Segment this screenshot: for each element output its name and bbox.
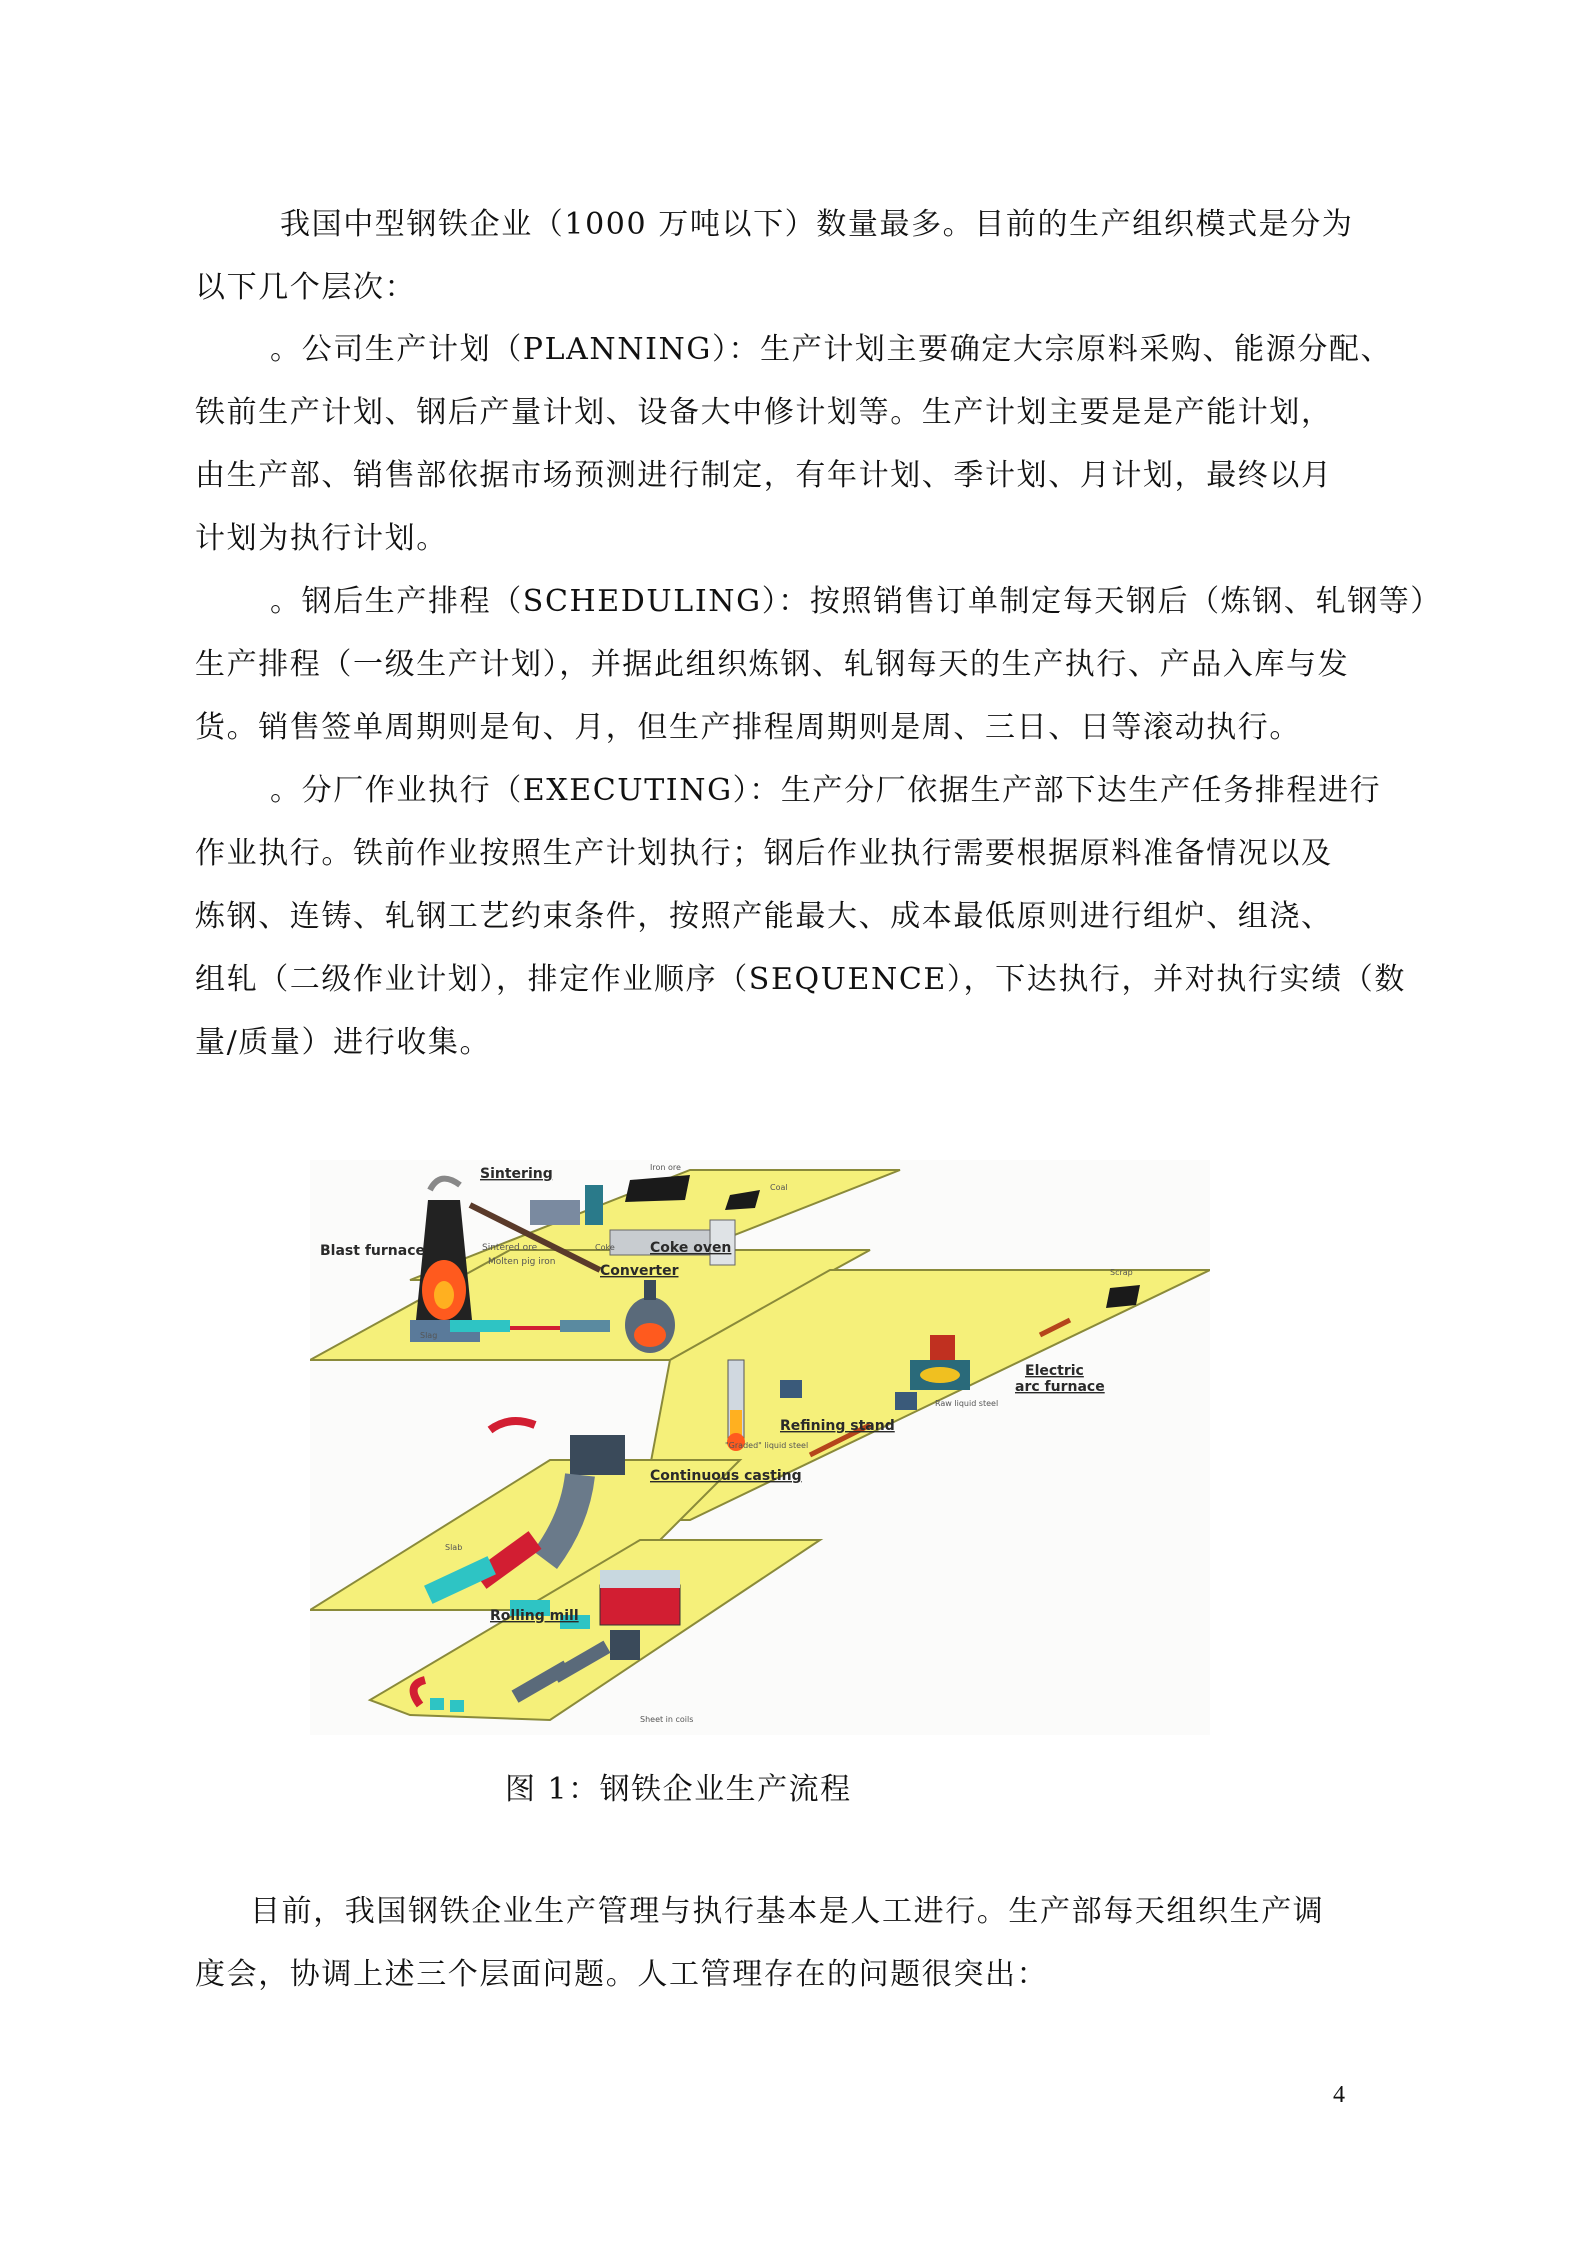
planning-line-4: 计划为执行计划。 xyxy=(195,521,448,556)
ladle-car-icon xyxy=(450,1320,510,1332)
label-slab: Slab xyxy=(445,1543,463,1552)
planning-line-2: 铁前生产计划、钢后产量计划、设备大中修计划等。生产计划主要是是产能计划， xyxy=(195,395,1333,430)
label-converter: Converter xyxy=(600,1263,679,1279)
steel-production-flow-figure xyxy=(310,1160,1210,1735)
iron-ore-pile-icon xyxy=(625,1175,690,1202)
label-raw-liquid-steel: Raw liquid steel xyxy=(935,1399,999,1408)
torpedo-car-icon xyxy=(560,1320,610,1332)
label-graded-liquid-steel: "Graded" liquid steel xyxy=(725,1441,809,1450)
executing-line-4: 组轧（二级作业计划），排定作业顺序（SEQUENCE），下达执行，并对执行实绩（数 xyxy=(195,962,1406,997)
reheating-furnace-icon xyxy=(600,1585,680,1625)
label-continuous-casting: Continuous casting xyxy=(650,1468,802,1484)
label-blast-furnace: Blast furnace xyxy=(320,1243,425,1259)
label-scrap: Scrap xyxy=(1110,1268,1133,1277)
executing-line-2: 作业执行。铁前作业按照生产计划执行；钢后作业执行需要根据原料准备情况以及 xyxy=(195,836,1333,871)
label-sintering: Sintering xyxy=(480,1166,553,1182)
label-coke: Coke xyxy=(595,1243,615,1252)
figure-caption: 图 1：钢铁企业生产流程 xyxy=(505,1772,852,1807)
executing-line-3: 炼钢、连铸、轧钢工艺约束条件，按照产能最大、成本最低原则进行组炉、组浇、 xyxy=(195,899,1333,934)
label-coal: Coal xyxy=(770,1183,788,1192)
coil-icon xyxy=(450,1700,464,1712)
scheduling-line-3: 货。销售签单周期则是旬、月，但生产排程周期则是周、三日、日等滚动执行。 xyxy=(195,710,1301,745)
planning-line-3: 由生产部、销售部依据市场预测进行制定，有年计划、季计划、月计划，最终以月 xyxy=(195,458,1333,493)
executing-line-1: 。分厂作业执行（EXECUTING）：生产分厂依据生产部下达生产任务排程进行 xyxy=(270,773,1382,808)
label-electric: Electric xyxy=(1025,1363,1084,1379)
refining-stand-icon xyxy=(727,1360,745,1451)
label-molten-pig-iron: Molten pig iron xyxy=(488,1257,556,1267)
label-iron-ore: Iron ore xyxy=(650,1163,681,1172)
paragraph-1-line-2: 以下几个层次： xyxy=(195,270,417,305)
closing-paragraph-line-1: 目前，我国钢铁企业生产管理与执行基本是人工进行。生产部每天组织生产调 xyxy=(250,1894,1325,1929)
furnace-roof-icon xyxy=(600,1570,680,1588)
page-number: 4 xyxy=(1333,2082,1345,2108)
label-coke-oven: Coke oven xyxy=(650,1240,732,1256)
label-arc-furnace: arc furnace xyxy=(1015,1379,1105,1395)
paragraph-1-line-1: 我国中型钢铁企业（1000 万吨以下）数量最多。目前的生产组织模式是分为 xyxy=(280,207,1354,242)
label-slag: Slag xyxy=(420,1331,438,1340)
scrap-pile-icon xyxy=(1106,1285,1140,1308)
scheduling-line-1: 。钢后生产排程（SCHEDULING）：按照销售订单制定每天钢后（炼钢、轧钢等） xyxy=(270,584,1442,619)
ladle-icon xyxy=(780,1380,802,1398)
coil-icon xyxy=(430,1698,444,1710)
label-sheet-in-coils: Sheet in coils xyxy=(640,1715,694,1724)
sintering-plant-icon xyxy=(530,1200,580,1225)
label-refining-stand: Refining stand xyxy=(780,1418,895,1434)
planning-line-1: 。公司生产计划（PLANNING）：生产计划主要确定大宗原料采购、能源分配、 xyxy=(270,332,1393,367)
sintering-tower-icon xyxy=(585,1185,603,1225)
scheduling-line-2: 生产排程（一级生产计划），并据此组织炼钢、轧钢每天的生产执行、产品入库与发 xyxy=(195,647,1350,682)
steel-plant-diagram xyxy=(310,1160,1210,1735)
label-sintered-ore: Sintered ore xyxy=(482,1243,538,1253)
ladle-icon xyxy=(895,1392,917,1410)
executing-line-5: 量/质量）进行收集。 xyxy=(195,1025,492,1060)
closing-paragraph-line-2: 度会，协调上述三个层面问题。人工管理存在的问题很突出： xyxy=(195,1957,1049,1992)
label-rolling-mill: Rolling mill xyxy=(490,1608,579,1624)
